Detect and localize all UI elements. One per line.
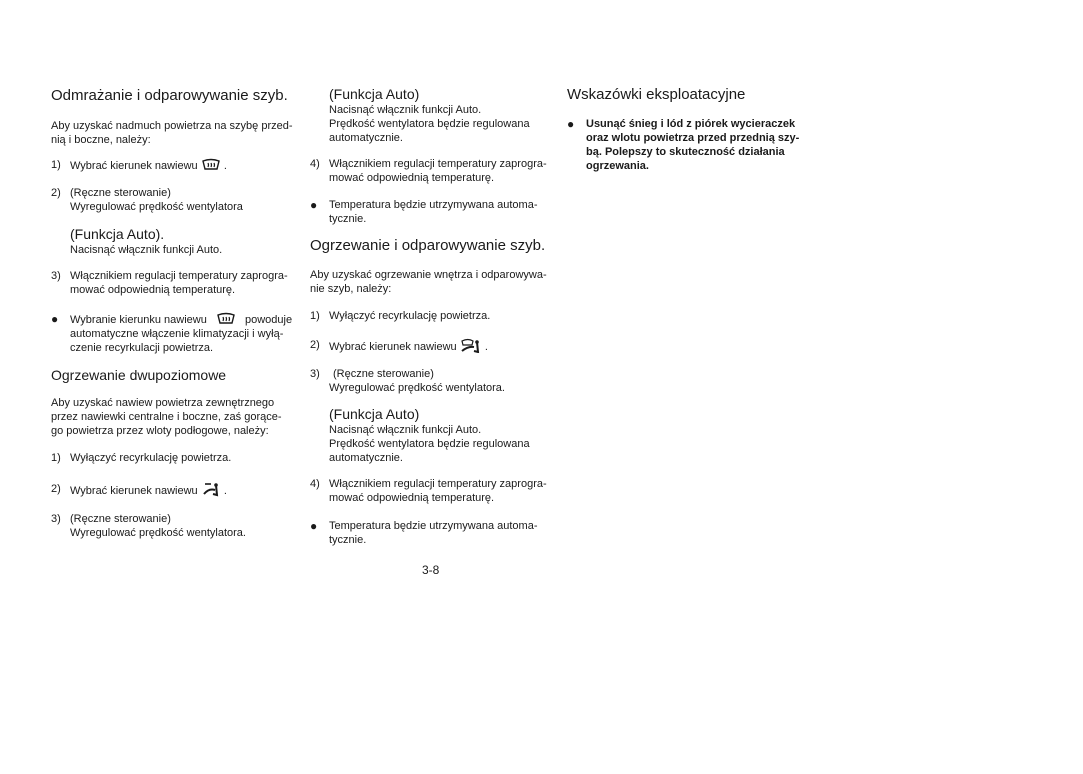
windshield-defrost-icon bbox=[201, 158, 221, 172]
intro-paragraph: Aby uzyskać nadmuch powietrza na szybę przed- nią i boczne, należy: bbox=[51, 120, 293, 146]
windshield-defrost-icon bbox=[216, 312, 236, 326]
intro-paragraph-2: Aby uzyskać nawiew powietrza zewnętrznego przez nawiewki centralne i boczne, zaś gorące- go powietrza przez wloty podłogowe, należy: bbox=[51, 397, 282, 437]
bullet-icon: ● bbox=[51, 312, 59, 326]
intro-paragraph-3: Aby uzyskać ogrzewanie wnętrza i odparowywa- nie szyb, należy: bbox=[310, 269, 547, 295]
auto-function-block-1: (Funkcja Auto) Nacisnąć włącznik funkcji Auto. Prędkość wentylatora będzie regulowana automatycznie. bbox=[329, 86, 530, 144]
bullet-icon: ● bbox=[567, 117, 575, 131]
section-title-heating: Ogrzewanie i odparowywanie szyb. bbox=[310, 237, 546, 254]
floor-and-windshield-icon bbox=[201, 482, 221, 497]
floor-and-windshield-icon bbox=[460, 338, 482, 353]
bullet-icon: ● bbox=[310, 198, 318, 212]
sub-title-two-level: Ogrzewanie dwupoziomowe bbox=[51, 367, 227, 383]
page-number: 3-8 bbox=[422, 563, 440, 577]
auto-function-block-2: (Funkcja Auto) Nacisnąć włącznik funkcji Auto. Prędkość wentylatora będzie regulowana automatycznie. bbox=[329, 406, 530, 464]
auto-function-block: (Funkcja Auto). Nacisnąć włącznik funkcji Auto. bbox=[70, 226, 223, 256]
section-title-defrost: Odmrażanie i odparowywanie szyb. bbox=[51, 87, 288, 104]
section-title-tips: Wskazówki eksploatacyjne bbox=[567, 86, 746, 103]
bullet-icon: ● bbox=[310, 519, 318, 533]
